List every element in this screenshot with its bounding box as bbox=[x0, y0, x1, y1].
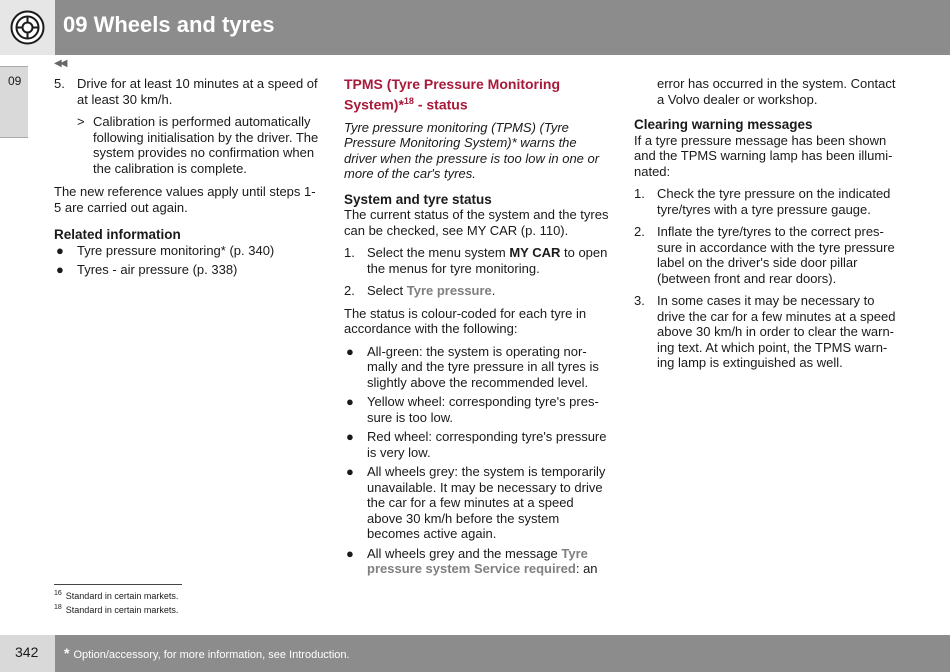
bullet-text: Yellow wheel: corresponding tyre's pres-sure is too low. bbox=[367, 394, 599, 425]
step-text: Inflate the tyre/tyres to the correct pres-sure in accordance with the tyre pressure label on the driver's side door pillar (between front and rear doors). bbox=[657, 224, 895, 286]
system-status-text: The current status of the system and the tyres can be checked, see MY CAR (p. 110). bbox=[344, 207, 609, 238]
section-heading-text: TPMS (Tyre Pressure Monitoring System)* bbox=[344, 76, 560, 113]
footnotes bbox=[54, 584, 182, 616]
page-number-box bbox=[0, 635, 55, 672]
bullet-icon: ● bbox=[346, 464, 354, 480]
status-bullet bbox=[344, 394, 609, 425]
bullet-text-cont: : an bbox=[575, 561, 598, 577]
footnote-ref: 18 bbox=[403, 96, 414, 106]
step-number: 1. bbox=[634, 186, 645, 201]
clearing-step-3 bbox=[634, 293, 899, 371]
step-text: Check the tyre pressure on the indicated tyre/tyres with a tyre pressure gauge. bbox=[657, 186, 891, 217]
footnote bbox=[54, 602, 182, 616]
chapter-side-tab[interactable] bbox=[0, 66, 28, 138]
section-heading bbox=[344, 76, 609, 114]
step-number: 2. bbox=[344, 283, 355, 299]
menu-option: Tyre pressure bbox=[406, 283, 492, 299]
column-1 bbox=[54, 76, 319, 282]
continued-text: error has occurred in the system. Contact a Volvo dealer or workshop. bbox=[657, 76, 896, 107]
status-bullet bbox=[344, 344, 609, 391]
footnote-number: 18 bbox=[54, 604, 62, 611]
related-link-text[interactable]: Tyre pressure monitoring* (p. 340) bbox=[77, 242, 275, 258]
step-text: Select the menu system bbox=[367, 245, 510, 261]
reference-values-paragraph: The new reference values apply until steps 1-5 are carried out again. bbox=[54, 184, 316, 215]
step-text: Drive for at least 10 minutes at a speed of at least 30 km/h. bbox=[77, 76, 318, 107]
step-text: In some cases it may be necessary to drive the car for a few minutes at a speed above 30 km/h in order to clear the warn-ing text. At which point, the TPMS warn-ing lamp is extinguished as well. bbox=[657, 293, 896, 370]
bullet-icon: ● bbox=[346, 343, 354, 359]
page-header bbox=[0, 0, 950, 55]
bullet-text: All wheels grey: the system is temporarily unavailable. It may be necessary to drive the car for a few minutes at a speed above 30 km/h before the system becomes active again. bbox=[367, 464, 606, 542]
clearing-heading: Clearing warning messages bbox=[634, 117, 813, 132]
message-text: Tyre pressure system Service required bbox=[367, 545, 588, 577]
bullet-icon: ● bbox=[56, 262, 64, 277]
tyre-icon bbox=[10, 10, 45, 45]
related-link-item[interactable] bbox=[54, 243, 319, 259]
menu-name: MY CAR bbox=[509, 245, 561, 261]
system-status-heading: System and tyre status bbox=[344, 191, 492, 207]
step-number: 3. bbox=[634, 293, 645, 308]
chapter-title: 09 Wheels and tyres bbox=[63, 12, 275, 37]
page-number: 342 bbox=[15, 644, 39, 660]
clearing-step-2 bbox=[634, 224, 899, 286]
status-step-1 bbox=[344, 245, 609, 276]
page-footer bbox=[0, 635, 950, 672]
section-heading-suffix: - status bbox=[413, 96, 468, 113]
footnote-text: Standard in certain markets. bbox=[65, 605, 179, 615]
related-link-text[interactable]: Tyres - air pressure (p. 338) bbox=[77, 262, 238, 277]
clearing-step-1 bbox=[634, 186, 899, 217]
chapter-icon-box bbox=[0, 0, 55, 55]
status-step-2 bbox=[344, 283, 609, 299]
bullet-icon: ● bbox=[346, 429, 354, 445]
footnote-number: 16 bbox=[54, 590, 62, 597]
related-information-heading: Related information bbox=[54, 227, 181, 242]
status-bullet bbox=[344, 546, 609, 577]
footer-star: * bbox=[64, 645, 70, 661]
step-text-cont: . bbox=[491, 283, 496, 299]
step-5 bbox=[54, 76, 319, 107]
footnote bbox=[54, 588, 182, 602]
step-5-substep bbox=[54, 114, 319, 176]
footer-note bbox=[64, 645, 350, 661]
bullet-icon: ● bbox=[346, 545, 354, 561]
bullet-text: All wheels grey and the message bbox=[367, 545, 562, 561]
bullet-icon: ● bbox=[56, 242, 64, 258]
column-2 bbox=[344, 76, 609, 581]
status-bullet bbox=[344, 429, 609, 460]
footnote-text: Standard in certain markets. bbox=[65, 591, 179, 601]
clearing-text: If a tyre pressure message has been shown and the TPMS warning lamp has been illumi-nated: bbox=[634, 132, 893, 179]
bullet-icon: ● bbox=[346, 394, 354, 410]
step-number: 2. bbox=[634, 224, 645, 239]
related-link-item[interactable] bbox=[54, 262, 319, 278]
bullet-text: Red wheel: corresponding tyre's pressure is very low. bbox=[367, 429, 607, 460]
arrow-glyph: > bbox=[77, 114, 85, 129]
colour-coded-paragraph: The status is colour-coded for each tyre in accordance with the following: bbox=[344, 305, 587, 337]
step-text-cont: to open the menus for tyre monitoring. bbox=[367, 245, 608, 276]
step-text: Select bbox=[367, 283, 407, 299]
substep-text: Calibration is performed automatically following initialisation by the driver. The system provides no confirmation when the calibration is complete. bbox=[93, 114, 319, 176]
step-number: 5. bbox=[54, 76, 65, 91]
step-number: 1. bbox=[344, 245, 355, 261]
footer-note-text: Option/accessory, for more information, see Introduction. bbox=[73, 649, 350, 661]
continued-arrows-icon: ◀◀ bbox=[54, 58, 66, 69]
status-bullet bbox=[344, 464, 609, 542]
section-intro: Tyre pressure monitoring (TPMS) (Tyre Pressure Monitoring System)* warns the driver when the pressure is too low in one or more of the car's tyres. bbox=[344, 119, 600, 182]
bullet-text: All-green: the system is operating nor-mally and the tyre pressure in all tyres is slightly above the recommended level. bbox=[367, 343, 599, 390]
column-3 bbox=[634, 76, 899, 378]
chapter-side-tab-label: 09 bbox=[8, 74, 22, 88]
